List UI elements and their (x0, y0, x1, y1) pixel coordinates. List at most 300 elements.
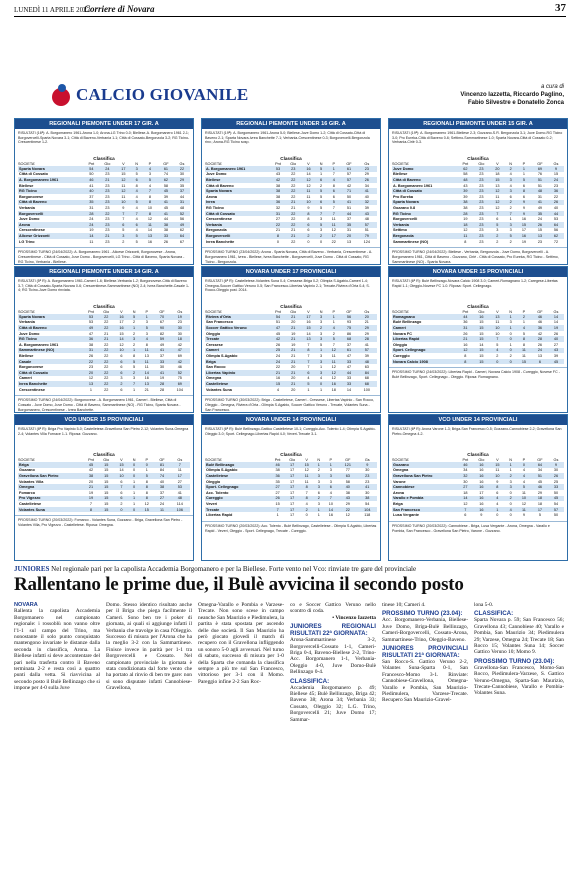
stat-cell: 15 (104, 507, 109, 512)
table-row (18, 387, 190, 393)
stat-cell: 1 (317, 462, 320, 467)
stat-cell: 3 (509, 189, 512, 194)
stat-cell: 41 (89, 183, 94, 188)
stat-cell: 26 (163, 239, 169, 244)
stat-cell: 43 (364, 211, 369, 216)
stat-cell: 63 (364, 365, 369, 370)
standings-box (388, 118, 568, 265)
stat-cell: 23 (105, 239, 110, 244)
stat-cell: 41 (537, 200, 543, 205)
standings-box (14, 414, 194, 561)
stat-cell: 13 (537, 353, 543, 358)
table-row (18, 239, 190, 245)
standings-label: Classifica (93, 452, 115, 457)
stat-cell: 16 (144, 376, 149, 381)
stat-cell: 40 (553, 205, 559, 210)
stat-cell: 3 (317, 479, 320, 484)
stat-cell: 8 (148, 194, 151, 199)
stat-cell: 27 (275, 217, 281, 222)
stat-cell: 38 (88, 342, 94, 347)
stat-cell: 38 (275, 183, 281, 188)
stat-cell: 104 (364, 507, 371, 512)
stat-cell: 3 (317, 501, 320, 506)
stat-cell: 39 (553, 353, 559, 358)
stat-cell: 37 (159, 353, 165, 358)
stat-cell: 38 (163, 222, 169, 227)
stat-cell: 40 (89, 189, 94, 194)
standings-label: Classifica (467, 304, 489, 309)
stat-cell: 14 (328, 507, 333, 512)
team-name: Castelletese (206, 473, 229, 478)
stat-cell: 69 (177, 353, 182, 358)
stat-cell: 13 (88, 381, 94, 386)
team-name: Settimo (393, 228, 407, 233)
stat-cell: 0 (509, 359, 512, 364)
stat-cell: 3 (320, 353, 323, 358)
stat-cell: 12 (88, 376, 94, 381)
stat-cell: 10 (119, 348, 124, 353)
team-name: Riviera d'Orta (206, 314, 231, 319)
stat-cell: 1 (307, 387, 310, 392)
column-header: Gs (553, 161, 559, 166)
column-header: Gio (478, 161, 485, 166)
stat-cell: 22 (104, 365, 109, 370)
stat-cell: 15 (479, 359, 484, 364)
stat-cell: 23 (177, 320, 182, 325)
stat-cell: 26 (537, 342, 543, 347)
stat-cell: 8 (464, 359, 467, 364)
stat-cell: 23 (364, 166, 369, 171)
stat-cell: 15 (521, 359, 527, 364)
stat-cell: 21 (291, 200, 296, 205)
stat-cell: 6 (135, 177, 138, 182)
stat-cell: 11 (89, 239, 94, 244)
team-name: Borgonovese (19, 194, 44, 199)
stat-cell: 7 (305, 490, 308, 495)
stat-cell: 19 (88, 496, 94, 501)
stat-cell: 7 (329, 496, 332, 501)
stat-cell: 6 (332, 194, 335, 199)
stat-cell: 3 (320, 228, 323, 233)
stat-cell: 27 (463, 485, 468, 490)
team-name: Briga (19, 462, 29, 467)
stat-cell: 51 (537, 183, 543, 188)
stat-cell: 16 (521, 233, 527, 238)
stat-cell: 26 (553, 473, 559, 478)
stat-cell: 6 (496, 217, 499, 222)
stat-cell: 4 (307, 376, 310, 381)
stat-cell: 10 (147, 205, 153, 210)
stat-cell: 12 (144, 501, 149, 506)
stat-cell: 5 (145, 473, 148, 478)
stat-cell: 8 (522, 189, 525, 194)
stat-cell: 51 (537, 177, 543, 182)
column-header: P (522, 161, 526, 166)
stat-cell: 47 (346, 353, 352, 358)
credits-line-1: Vincenzo Iazzetta, Riccardo Paglino, (460, 92, 564, 98)
stat-cell: 32 (463, 473, 468, 478)
column-header: N (132, 309, 136, 314)
next-round-text: PROSSIMO TURNO (20/03/2022): Fomarco - Volantes Suna, Gozzano - Briga, Gravellona San Pietro - Volantes Villa, Pro Vigezzo - Castelletese. Riposa: Omegna. (15, 515, 193, 529)
stat-cell: 26 (275, 342, 281, 347)
stat-cell: 12 (119, 342, 124, 347)
stat-cell: 6 (120, 490, 123, 495)
stat-cell: 30 (463, 479, 468, 484)
stat-cell: 21 (291, 314, 296, 319)
stat-cell: 3 (122, 233, 125, 238)
stat-cell: 11 (306, 189, 311, 194)
stat-cell: 48 (463, 177, 468, 182)
stat-cell: 24 (105, 166, 110, 171)
stat-cell: 1 (133, 490, 136, 495)
column-header: N (319, 309, 323, 314)
stat-cell: 16 (479, 507, 484, 512)
team-name: A. Borgomanero 1961 (19, 342, 59, 347)
team-name: Volantes Suna (206, 387, 232, 392)
stat-cell: 62 (553, 233, 559, 238)
stat-cell: 33 (553, 485, 559, 490)
stat-cell: 9 (366, 462, 369, 467)
column-header: Gs (364, 309, 370, 314)
stat-cell: 15 (275, 381, 281, 386)
stat-cell: 54 (89, 166, 94, 171)
column-header: Gs (364, 457, 370, 462)
stat-cell: 53 (88, 314, 94, 319)
stat-cell: 2 (509, 496, 512, 501)
stat-cell: 23 (479, 222, 484, 227)
standings-label: Classifica (467, 156, 489, 161)
results-text: RISULTATI (19ª): A. Borgomanero 1961-Biellese 2-3; Gozzano-S.R. Bergonzola 3-1; Juve Domo-RG Ticino 3-0; Pro Eureka-Città di Baveno 0-6; Settimo-Sammartinese 1-0; Sparta Novara-Città di Cossato 0-2; Verbania-Ciriè 0-3. (392, 131, 563, 145)
stat-cell: 22 (104, 342, 109, 347)
standings-subhead: CLASSIFICA: (474, 610, 514, 618)
stat-cell: 2 (120, 381, 123, 386)
stat-cell: 12 (331, 376, 336, 381)
stat-cell: 28 (364, 337, 369, 342)
stat-cell: 17 (290, 496, 295, 501)
stat-cell: 22 (291, 211, 296, 216)
stat-cell: 121 (344, 462, 351, 467)
stat-cell: 20 (88, 479, 94, 484)
stat-cell: 1 (332, 314, 335, 319)
stat-cell: 38 (345, 490, 350, 495)
section-logo-icon (52, 88, 70, 106)
stat-cell: 16 (275, 376, 281, 381)
stat-cell: 4 (496, 348, 499, 353)
stat-cell: 21 (291, 337, 296, 342)
stat-cell: 3 (145, 320, 148, 325)
team-name: Sport. Cellegnago (206, 485, 239, 490)
stat-cell: 34 (463, 468, 468, 473)
stat-cell: 16 (479, 473, 484, 478)
stat-cell: 58 (163, 183, 169, 188)
stat-cell: 1 (329, 462, 332, 467)
standings-label: Classifica (93, 156, 115, 161)
stat-cell: 17 (331, 233, 336, 238)
stat-cell: 16 (331, 381, 336, 386)
stat-cell: 12 (345, 513, 350, 518)
standings-table (18, 161, 190, 244)
stat-cell: 4 (135, 205, 138, 210)
stat-cell: 5 (496, 342, 499, 347)
stat-cell: 1 (332, 320, 335, 325)
stat-cell: 5 (496, 222, 499, 227)
stat-cell: 41 (163, 211, 169, 216)
stat-cell: 11 (495, 320, 500, 325)
column-header: SOCIETA' (392, 457, 410, 462)
column-header: Pnt (462, 309, 469, 314)
column-header: Gs (177, 309, 183, 314)
column-header: Pnt (462, 457, 469, 462)
stat-cell: 15 (479, 325, 484, 330)
stat-cell: 6 (509, 194, 512, 199)
column-header: SOCIETA' (205, 161, 223, 166)
stat-cell: 43 (275, 172, 281, 177)
stat-cell: 6 (496, 490, 499, 495)
stat-cell: 3 (320, 359, 323, 364)
stat-cell: 45 (275, 331, 281, 336)
stat-cell: 23 (365, 479, 370, 484)
stat-cell: 12 (147, 217, 153, 222)
stat-cell: 13 (147, 233, 153, 238)
stat-cell: 31 (463, 325, 468, 330)
team-name: Casale (19, 359, 32, 364)
stat-cell: 37 (346, 217, 352, 222)
stat-cell: 15 (104, 473, 109, 478)
team-name: A. Borgomanero 1961 (206, 166, 246, 171)
page-number: 37 (555, 2, 566, 14)
stat-cell: 6 (329, 485, 332, 490)
stat-cell: 19 (291, 342, 296, 347)
stat-cell: 23 (479, 177, 484, 182)
stat-cell: 50 (553, 490, 559, 495)
stat-cell: 37 (159, 490, 165, 495)
stat-cell: 21 (104, 337, 109, 342)
stat-cell: 23 (479, 233, 484, 238)
stat-cell: 44 (179, 194, 185, 199)
stat-cell: 37 (179, 189, 185, 194)
team-name: Bergonzola (393, 233, 414, 238)
column-header: Gio (103, 457, 110, 462)
stat-cell: 4 (509, 172, 512, 177)
stat-cell: 11 (304, 479, 309, 484)
stat-cell: 3 (317, 485, 320, 490)
next-round-text: PROSSIMO TURNO (20/03/2022): Cannobiese - Briga, Lusa Vergante - Arona, Omegna - Varallo e Pombia, San Francesco - Gravellona San Pietro, Varone - Gozzano. (389, 521, 567, 535)
stat-cell: 2 (509, 200, 512, 205)
column-header: GF (346, 309, 352, 314)
stat-cell: 57 (346, 177, 352, 182)
stat-cell: 34 (364, 183, 369, 188)
standings-text: Sparta Novara p. 59; San Francesco 56; Gravellona 43; Cannobiese 40; Varallo e Pombia, San Maurizio 34; Piedimulera 29; Varzese, Omegna 24; Trecate 18; San Rocco 15; Volantes Suna 14; Soccer Gattico Veruno 10; Momo 9. (474, 617, 564, 656)
stat-cell: 12 (121, 189, 126, 194)
stat-cell: 19 (291, 331, 296, 336)
stat-cell: 29 (364, 331, 369, 336)
stat-cell: 12 (495, 205, 500, 210)
stat-cell: 39 (364, 205, 369, 210)
stat-cell: 29 (345, 501, 350, 506)
stat-cell: 17 (121, 166, 126, 171)
stat-cell: 8 (307, 217, 310, 222)
stat-cell: 15 (104, 485, 109, 490)
team-name: Biellese (19, 183, 34, 188)
stat-cell: 22 (275, 222, 281, 227)
article-column-1 (14, 602, 100, 692)
team-name: Arona (393, 490, 404, 495)
stat-cell: 12 (304, 468, 309, 473)
stat-cell: 58 (463, 172, 468, 177)
stat-cell: 5 (307, 381, 310, 386)
stat-cell: 50 (346, 194, 352, 199)
credits-line-2: Fabio Silvestre e Donatello Zonca (467, 100, 564, 106)
stat-cell: 1 (276, 513, 279, 518)
author-signature: • Vincenzo Iazzetta (332, 614, 376, 621)
column-header: Gio (290, 161, 297, 166)
column-header: V (496, 457, 499, 462)
stat-cell: 8 (276, 233, 280, 238)
stat-cell: 22 (104, 387, 109, 392)
team-name: Volantes Suna (19, 507, 45, 512)
stat-cell: 46 (537, 314, 543, 319)
stat-cell: 18 (331, 387, 336, 392)
stat-cell: 3 (133, 376, 136, 381)
stat-cell: 1 (133, 496, 136, 501)
team-name: Città di Cossato (19, 370, 48, 375)
stat-cell: 42 (177, 359, 182, 364)
stat-cell: 33 (346, 376, 352, 381)
stat-cell: 0 (522, 462, 525, 467)
stat-cell: 13 (495, 183, 500, 188)
column-header: SOCIETA' (18, 161, 36, 166)
stat-cell: 41 (365, 485, 370, 490)
results-text: RISULTATI (8ª R): Briga Pro Vapinio 5-0; Castelletese-Gravellona San Pietro 2-12; Volantes Suna-Omegna 2-4; Volantes Villa Fornace 1-1. Riposa: Gozzano. (18, 427, 189, 436)
stat-cell: 9 (554, 166, 558, 171)
stat-cell: 36 (463, 320, 468, 325)
next-round-text: PROSSIMO TURNO (24/03/2022): Libertas Rapid - Cameri, Novara Calcio 1908 - Cureggio, Novese FC - Bulè Bellinzago, Sport. Cellegnago - Oleggio. Riposa: Romagnano. (389, 367, 567, 381)
stat-cell: 12 (463, 501, 468, 506)
stat-cell: 17 (290, 507, 295, 512)
stat-cell: 23 (479, 205, 484, 210)
column-header: V (307, 309, 310, 314)
stat-cell: 23 (479, 183, 484, 188)
stat-cell: 42 (88, 468, 94, 473)
stat-cell: 7 (332, 172, 335, 177)
stat-cell: 15 (537, 228, 543, 233)
stat-cell: 72 (553, 239, 559, 244)
stat-cell: 31 (537, 194, 543, 199)
column-text: tinese 10; Cameri 4. (382, 602, 426, 608)
stat-cell: 12 (331, 348, 336, 353)
column-header: Pnt (88, 309, 94, 314)
stat-cell: 38 (463, 200, 468, 205)
stat-cell: 22 (104, 376, 109, 381)
stat-cell: 44 (553, 211, 559, 216)
stat-cell: 57 (346, 172, 352, 177)
stat-cell: 8 (145, 342, 148, 347)
stat-cell: 7 (332, 342, 335, 347)
stat-cell: 53 (553, 217, 559, 222)
team-name: Città di Baveno (393, 177, 421, 182)
stat-cell: 16 (306, 166, 311, 171)
stat-cell: 12 (331, 228, 336, 233)
stat-cell: 28 (159, 387, 165, 392)
stat-cell: 13 (306, 337, 311, 342)
stat-cell: 22 (291, 194, 296, 199)
stat-cell: 1 (509, 468, 512, 473)
stat-cell: 67 (179, 239, 185, 244)
stat-cell: 36 (275, 200, 281, 205)
stat-cell: 7 (120, 485, 123, 490)
standings-table (205, 309, 377, 392)
standings-box (388, 414, 568, 561)
team-name: Soccer Gattico Veruno (206, 325, 247, 330)
stat-cell: 5 (133, 314, 136, 319)
stat-cell: 51 (364, 228, 369, 233)
stat-cell: 21 (291, 348, 296, 353)
team-name: Juve Domo (19, 331, 40, 336)
results-text: San Rocco-S. Gattico Veruno 2-2, Volantes Suna-Sparta 0-1, San Francesco-Momo 3-1. Rinviate: Cannobiese-Gravellona, Omegna-Varallo e Pombia, San Maurizio-Piedimulera, Varzese-Trecate. Recupero San Maurizio-Gravel- (382, 659, 468, 704)
stat-cell: 49 (179, 222, 185, 227)
stat-cell: 9 (522, 200, 525, 205)
stat-cell: 2 (332, 331, 335, 336)
stat-cell: 29 (537, 490, 543, 495)
stat-cell: 35 (179, 183, 185, 188)
stat-cell: 7 (148, 189, 151, 194)
stat-cell: 47 (346, 365, 352, 370)
stat-cell: 0 (133, 485, 136, 490)
stat-cell: 1 (522, 320, 525, 325)
stat-cell: 30 (365, 468, 370, 473)
stat-cell: 15 (553, 172, 559, 177)
stat-cell: 21 (463, 337, 468, 342)
stat-cell: 5 (135, 200, 138, 205)
stat-cell: 0 (320, 239, 323, 244)
stat-cell: 11 (121, 183, 126, 188)
stat-cell: 68 (346, 337, 352, 342)
stat-cell: 64 (537, 462, 543, 467)
column-header: Gio (478, 309, 485, 314)
team-name: Sparta Novara (19, 166, 45, 171)
stat-cell: 34 (537, 468, 543, 473)
stat-cell: 5 (122, 228, 125, 233)
stat-cell: 9 (522, 211, 525, 216)
stat-cell: 7 (122, 211, 125, 216)
stat-cell: 15 (104, 501, 109, 506)
stat-cell: 26 (553, 200, 559, 205)
stat-cell: 38 (275, 189, 281, 194)
stat-cell: 6 (332, 189, 335, 194)
standings-label: Classifica (467, 452, 489, 457)
stat-cell: 7 (464, 507, 467, 512)
stat-cell: 5 (522, 331, 525, 336)
team-name: San Rocco (206, 365, 226, 370)
stat-cell: 16 (463, 342, 468, 347)
stat-cell: 22 (104, 314, 109, 319)
stat-cell: 14 (306, 331, 311, 336)
stat-cell: 47 (88, 331, 94, 336)
column-header: Gs (364, 161, 370, 166)
stat-cell: 4 (148, 183, 151, 188)
column-header: N (132, 457, 136, 462)
stat-cell: 41 (159, 370, 165, 375)
stat-cell: 11 (160, 507, 164, 512)
stat-cell: 27 (177, 479, 182, 484)
stat-cell: 16 (479, 479, 484, 484)
stat-cell: 4 (522, 468, 525, 473)
stat-cell: 2 (133, 331, 136, 336)
stat-cell: 1 (317, 513, 320, 518)
column-header: GF (537, 309, 543, 314)
stat-cell: 22 (291, 189, 296, 194)
team-name: Gozzano (19, 468, 35, 473)
